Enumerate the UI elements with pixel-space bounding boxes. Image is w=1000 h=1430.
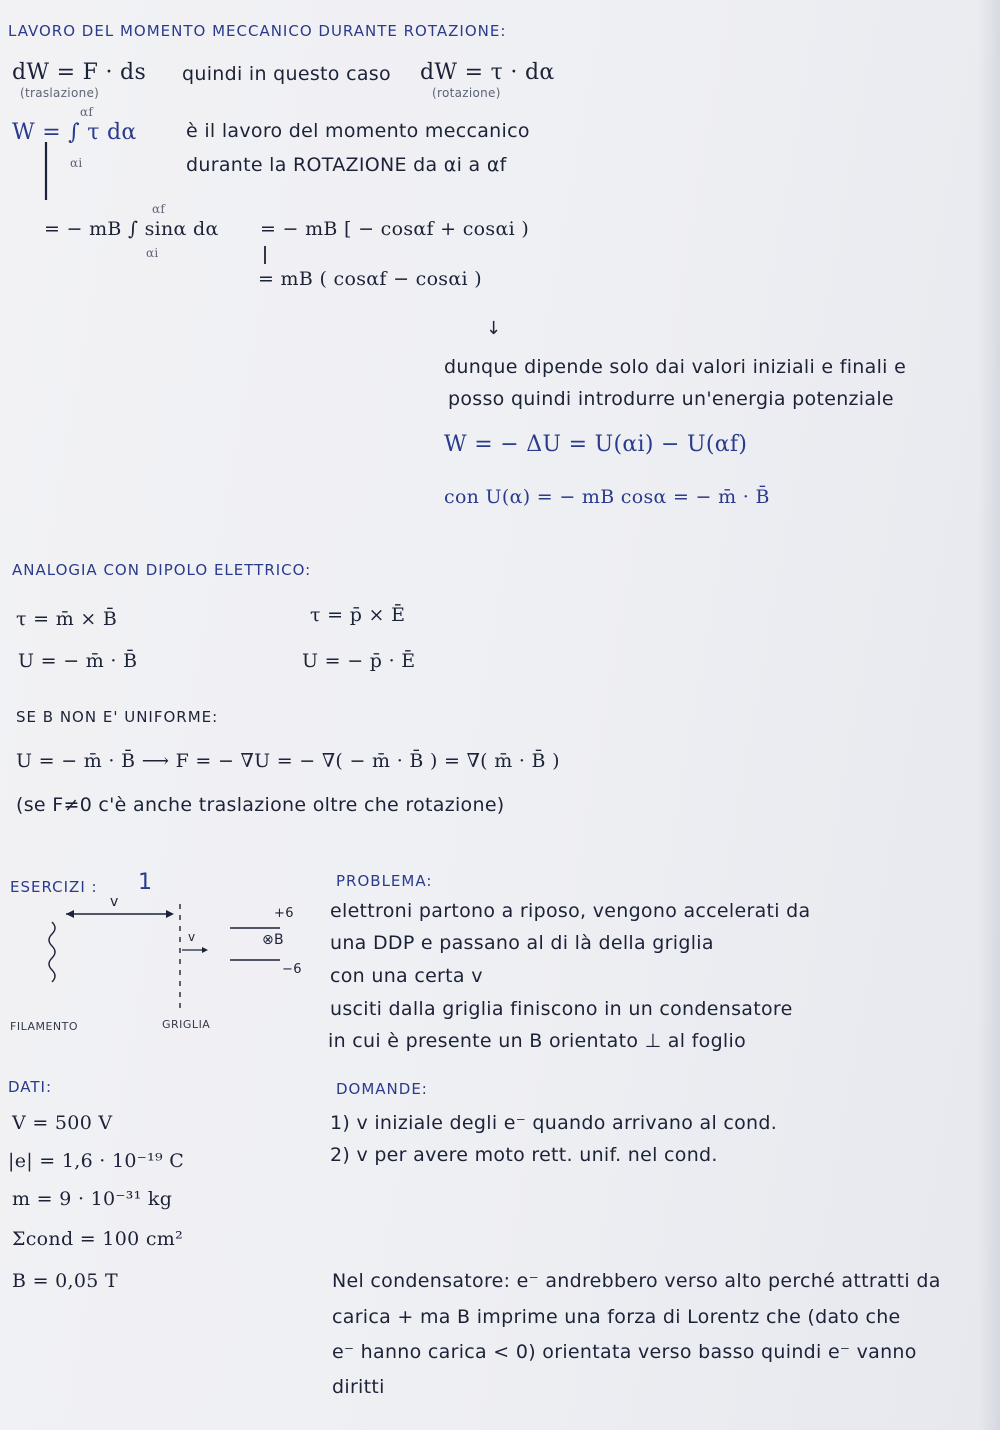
diagram-filament-label: FILAMENTO — [10, 1020, 79, 1033]
note-rotation: (rotazione) — [432, 86, 501, 100]
problem-line-5: in cui è presente un B orientato ⊥ al foglio — [328, 1030, 747, 1052]
data-surface: Σcond = 100 cm² — [12, 1228, 183, 1250]
answer-line-4: diritti — [332, 1376, 385, 1398]
conclusion-line2: posso quindi introdurre un'energia potenziale — [448, 388, 894, 410]
problem-line-2: una DDP e passano al di là della griglia — [330, 932, 714, 954]
eq-integral-result: = − mB [ − cosαf + cosαi ) — [260, 218, 530, 240]
text-in-this-case: quindi in questo caso — [182, 63, 391, 85]
eq-torque-electric: τ = p̄ × Ē — [310, 604, 406, 626]
page-edge-shadow — [978, 0, 1000, 1430]
data-charge: |e| = 1,6 · 10⁻¹⁹ C — [8, 1150, 185, 1172]
eq-integral-sin-upper: αf — [152, 202, 166, 216]
problem-line-3: con una certa v — [330, 965, 483, 987]
note-translation: (traslazione) — [20, 86, 100, 100]
section-title-dipole-analogy: ANALOGIA CON DIPOLO ELETTRICO: — [12, 561, 312, 579]
section-title-work-rotation: LAVORO DEL MOMENTO MECCANICO DURANTE ROTAZIONE: — [8, 22, 507, 40]
w-description-line2: durante la ROTAZIONE da αi a αf — [186, 154, 507, 176]
w-description-line1: è il lavoro del momento meccanico — [186, 120, 530, 142]
conclusion-line1: dunque dipende solo dai valori iniziali e finali e — [444, 356, 907, 378]
eq-dw-rotation: dW = τ · dα — [420, 60, 555, 85]
note-translation-rotation: (se F≠0 c'è anche traslazione oltre che rotazione) — [16, 794, 505, 816]
eq-cos-difference: = mB ( cosαf − cosαi ) — [258, 268, 482, 290]
diagram-plus-plate: +6 — [274, 906, 294, 921]
integral-lower-limit: αi — [70, 156, 83, 170]
eq-energy-electric: U = − p̄ · Ē — [302, 650, 416, 672]
vertical-tick — [260, 244, 270, 268]
eq-w-integral: W = ∫ τ dα — [12, 120, 137, 145]
eq-u-definition: con U(α) = − mB cosα = − m̄ · B̄ — [444, 486, 770, 508]
data-magnetic-field: B = 0,05 T — [12, 1270, 118, 1292]
diagram-minus-plate: −6 — [282, 962, 302, 977]
down-arrow-icon: ↓ — [486, 318, 502, 339]
problem-line-1: elettroni partono a riposo, vengono accelerati da — [330, 900, 811, 922]
bracket-line — [38, 140, 52, 204]
eq-integral-sin-lower: αi — [146, 246, 159, 260]
answer-line-2: carica + ma B imprime una forza di Lorentz che (dato che — [332, 1306, 901, 1328]
eq-energy-magnetic: U = − m̄ · B̄ — [18, 650, 138, 672]
diagram-velocity-label: v — [110, 894, 119, 910]
exercise-title: ESERCIZI : — [10, 878, 98, 896]
question-1: 1) v iniziale degli e⁻ quando arrivano al cond. — [330, 1112, 778, 1134]
exercise-number: 1 — [138, 870, 153, 895]
eq-dw-translation: dW = F · ds — [12, 60, 147, 85]
eq-w-delta-u: W = − ΔU = U(αi) − U(αf) — [444, 432, 748, 457]
eq-integral-sin: = − mB ∫ sinα dα — [44, 218, 219, 240]
diagram-b-field: ⊗B — [262, 932, 284, 948]
answer-line-3: e⁻ hanno carica < 0) orientata verso basso quindi e⁻ vanno — [332, 1341, 917, 1363]
questions-title: DOMANDE: — [336, 1080, 428, 1098]
integral-upper-limit: αf — [80, 105, 94, 119]
text-nonuniform-b: SE B NON E' UNIFORME: — [16, 708, 219, 726]
diagram-small-v: v — [188, 930, 196, 944]
diagram-grid-label: GRIGLIA — [162, 1018, 211, 1031]
eq-torque-magnetic: τ = m̄ × B̄ — [16, 608, 118, 630]
question-2: 2) v per avere moto rett. unif. nel cond. — [330, 1144, 718, 1166]
data-title: DATI: — [8, 1078, 53, 1096]
eq-force-gradient: U = − m̄ · B̄ ⟶ F = − ∇U = − ∇( − m̄ · B̄ ) = ∇( m̄ · B̄ ) — [16, 750, 560, 772]
problem-line-4: usciti dalla griglia finiscono in un condensatore — [330, 998, 793, 1020]
answer-line-1: Nel condensatore: e⁻ andrebbero verso alto perché attratti da — [332, 1270, 941, 1292]
data-voltage: V = 500 V — [12, 1112, 113, 1134]
data-mass: m = 9 · 10⁻³¹ kg — [12, 1188, 173, 1210]
problem-title: PROBLEMA: — [336, 872, 433, 890]
